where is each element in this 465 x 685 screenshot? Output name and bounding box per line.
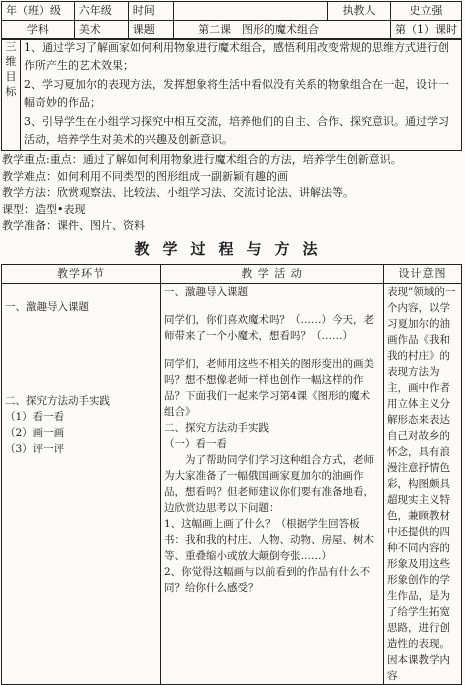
lesson-title: 第二课 图形的魔术组合 xyxy=(174,21,391,40)
goals-row xyxy=(2,39,462,151)
goals-label-char: 标 xyxy=(5,85,17,98)
activity-paragraph: 同学们，老师用这些不相关的图形变出的画美吗？想不想像老师一样也创作一幅这样的作品？下面我们一起来学习第4课《图形的魔术组合》 xyxy=(164,358,374,418)
process-header-row xyxy=(2,265,462,284)
goal-item: 2、学习夏加尔的表现方法，发挥想象将生活中看似没有关系的物象组合在一起，设计一幅奇妙的作品； xyxy=(24,78,449,109)
goals-table xyxy=(1,38,462,151)
col-activity: 教 学 活 动 xyxy=(161,265,384,284)
header-row-2 xyxy=(2,21,462,40)
teacher-label: 执教人 xyxy=(328,2,391,21)
activity-question-2: 2、你觉得这幅画与以前看到的作品有什么不同？给你什么感受？ xyxy=(164,566,371,594)
process-title: 教学过程与方法 xyxy=(134,240,331,258)
grade-value: 六年级 xyxy=(74,2,128,21)
lesson-type: 课型：造型•表现 xyxy=(2,202,86,216)
stage-1: 一、激趣导入课题 xyxy=(5,301,89,313)
goals-content xyxy=(21,39,462,151)
materials: 教学准备：课件、图片、资料 xyxy=(2,219,145,232)
activity-subheading: （一）看一看 xyxy=(164,438,227,450)
stage-2c: （3）评一评 xyxy=(5,443,65,455)
goals-label-char: 三 xyxy=(5,40,17,53)
goal-item: 1、通过学习了解画家如何利用物象进行魔术组合，感悟利用改变常规的思维方式进行创作所产生的艺术效果； xyxy=(24,41,449,72)
difficulty: 教学难点：如何利用不同类型的图形组成一副新颖有趣的画 xyxy=(2,169,288,183)
header-table xyxy=(1,1,462,40)
header-row-1 xyxy=(2,2,462,21)
lesson-label: 课题 xyxy=(128,21,173,40)
activity-heading-1: 一、激趣导入课题 xyxy=(164,286,248,298)
time-label: 时间 xyxy=(128,2,173,21)
activity-question-1: 1、这幅画上画了什么？（根据学生回答板书：我和我的村庄、人物、动物、房屋、树木等、重叠缩小或放大颠倒夸张……） xyxy=(164,518,374,562)
goals-label xyxy=(2,39,21,151)
stage-2: 二、探究方法动手实践 xyxy=(5,395,110,407)
process-body-row xyxy=(2,284,462,685)
activity-paragraph: 为了帮助同学们学习这种组合方式，老师为大家准备了一幅俄国画家夏加尔的油画作品，想看吗？但老师建议你们要有准备地看，边欣赏边思考以下问题： xyxy=(164,454,374,514)
goals-label-char: 目 xyxy=(5,70,17,83)
subject-label: 学科 xyxy=(2,21,75,40)
stage-2a: （1）看一看 xyxy=(5,411,65,423)
col-stage: 教学环节 xyxy=(2,265,161,284)
intent-cell xyxy=(384,284,462,685)
activity-paragraph: 同学们，你们喜欢魔术吗？（……）今天，老师带来了一个小魔术，想看吗？（……） xyxy=(164,314,374,342)
goal-item: 3、引导学生在小组学习探究中相互交流，培养他们的自主、合作、探究意识。通过学习活动，培养学生对美术的兴趣及创新意识。 xyxy=(24,115,449,146)
goals-label-char: 维 xyxy=(5,55,17,68)
activity-cell xyxy=(161,284,384,685)
subject-value: 美术 xyxy=(74,21,128,40)
time-value xyxy=(174,2,328,21)
design-intent: 表现”领域的一个内容，以学习夏加尔的油画作品《我和我的村庄》的表现方法为主，画中作者用立体主义分解形态来表达自己对故乡的怀念，具有浪漫注意抒情色彩，构图颇具超现实主义特色，兼顾教材中还提供的四种不同内容的形象及用这些形象创作的学生作品，是为了给学生拓宽思路，进行创造性的表现。因本课教学内容 xyxy=(387,286,456,682)
methods: 教学方法：欣赏观察法、比较法、小组学习法、交流讨论法、讲解法等。 xyxy=(2,186,354,199)
stage-cell xyxy=(2,284,161,685)
period: 第（1）课时 xyxy=(391,21,462,40)
grade-label: 年（班）级 xyxy=(2,2,75,21)
teacher-name: 史立强 xyxy=(391,2,462,21)
process-table xyxy=(1,264,462,685)
stage-2b: （2）画一画 xyxy=(5,427,65,439)
teaching-prep xyxy=(2,152,460,235)
key-points: 教学重点:重点：通过了解如何利用物象进行魔术组合的方法，培养学生创新意识。 xyxy=(2,153,402,166)
activity-heading-2: 二、探究方法动手实践 xyxy=(164,422,269,434)
col-intent: 设计意图 xyxy=(384,265,462,284)
